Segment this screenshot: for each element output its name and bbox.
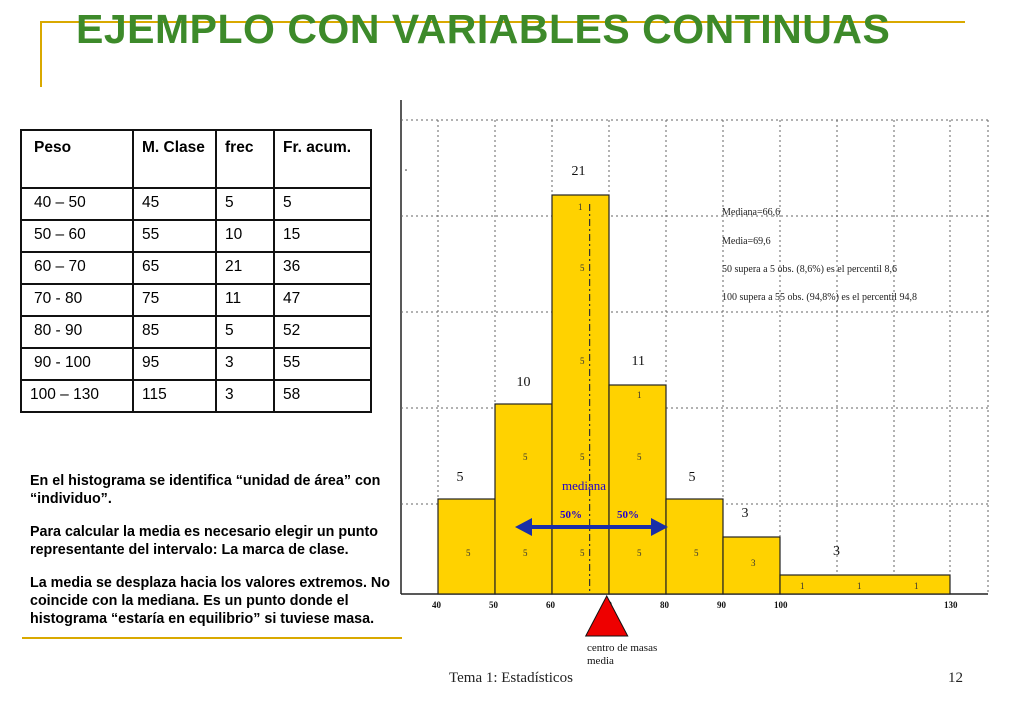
frequency-label: 10	[516, 375, 531, 390]
header-peso: Peso	[21, 130, 133, 188]
table-cell: 55	[133, 220, 216, 252]
table-cell: 45	[133, 188, 216, 220]
table-cell: 75	[133, 284, 216, 316]
unit-area-label: 1	[914, 581, 919, 591]
table-cell: 3	[216, 380, 274, 412]
frequency-label: 11	[631, 354, 645, 369]
histogram-bar	[495, 404, 552, 594]
histogram-bar	[780, 575, 950, 594]
unit-area-label: 5	[580, 452, 585, 462]
unit-area-label: 1	[578, 202, 583, 212]
table-cell: 55	[274, 348, 371, 380]
half-label-right: 50%	[617, 509, 639, 521]
header-fr-acum: Fr. acum.	[274, 130, 371, 188]
table-cell: 90 - 100	[21, 348, 133, 380]
table-cell: 115	[133, 380, 216, 412]
footer-title: Tema 1: Estadísticos	[449, 670, 573, 686]
annotation-text: 100 supera a 55 obs. (94,8%) es el percentil 94,8	[722, 292, 917, 303]
frequency-label: 21	[571, 164, 586, 179]
frequency-label: 5	[456, 470, 464, 485]
table-cell: 15	[274, 220, 371, 252]
median-label: mediana	[562, 478, 607, 493]
unit-area-label: 1	[800, 581, 805, 591]
annotation-text: 50 supera a 5 obs. (8,6%) es el percentil 8,6	[722, 264, 897, 275]
table-cell: 36	[274, 252, 371, 284]
x-tick-label: 100	[774, 600, 788, 610]
x-tick-label: 40	[432, 600, 441, 610]
table-cell: 50 – 60	[21, 220, 133, 252]
annotation-text: Media=69,6	[722, 236, 771, 247]
table-cell: 100 – 130	[21, 380, 133, 412]
frequency-label: 3	[833, 544, 840, 559]
header-frec: frec	[216, 130, 274, 188]
table-cell: 21	[216, 252, 274, 284]
table-cell: 70 - 80	[21, 284, 133, 316]
unit-area-label: 1	[637, 390, 642, 400]
table-cell: 58	[274, 380, 371, 412]
frequency-label: 3	[741, 506, 749, 521]
description-paragraph-3: La media se desplaza hacia los valores extremos. No coincide con la mediana. Es un punto donde el histograma “estaría en equilibrio” si tuviese masa.	[30, 575, 390, 627]
table-cell: 85	[133, 316, 216, 348]
unit-area-label: 5	[580, 263, 585, 273]
mean-marker-triangle	[586, 596, 628, 636]
description-paragraph-2: Para calcular la media es necesario elegir un punto representante del intervalo: La marca de clase.	[30, 524, 379, 558]
histogram-bar	[609, 385, 666, 594]
table-cell: 40 – 50	[21, 188, 133, 220]
unit-area-label: 5	[580, 548, 585, 558]
table-cell: 52	[274, 316, 371, 348]
unit-area-label: 1	[857, 581, 862, 591]
histogram-bar	[552, 195, 609, 594]
unit-area-label: 5	[466, 548, 471, 558]
x-tick-label: 60	[546, 600, 555, 610]
table-cell: 5	[274, 188, 371, 220]
mean-label-line-2: media	[587, 655, 614, 667]
x-tick-label: 130	[944, 600, 958, 610]
x-tick-label: 80	[660, 600, 669, 610]
table-cell: 60 – 70	[21, 252, 133, 284]
table-cell: 80 - 90	[21, 316, 133, 348]
table-cell: 5	[216, 316, 274, 348]
histogram-bar	[666, 499, 723, 594]
table-cell: 5	[216, 188, 274, 220]
unit-area-label: 5	[523, 548, 528, 558]
table-cell: 11	[216, 284, 274, 316]
page-title: EJEMPLO CON VARIABLES CONTINUAS	[76, 6, 891, 52]
histogram-bar	[438, 499, 495, 594]
unit-area-label: 5	[637, 548, 642, 558]
description-paragraph-1: En el histograma se identifica “unidad de área” con “individuo”.	[30, 473, 381, 507]
table-cell: 95	[133, 348, 216, 380]
unit-area-label: 5	[580, 356, 585, 366]
x-tick-label: 90	[717, 600, 726, 610]
unit-area-label: 5	[694, 548, 699, 558]
annotation-text: Mediana=66,6	[722, 207, 781, 218]
half-label-left: 50%	[560, 509, 582, 521]
table-cell: 47	[274, 284, 371, 316]
stray-dot	[405, 169, 407, 171]
x-tick-label: 50	[489, 600, 498, 610]
table-cell: 10	[216, 220, 274, 252]
header-marca-clase: M. Clase	[133, 130, 216, 188]
table-cell: 65	[133, 252, 216, 284]
mean-label-line-1: centro de masas	[587, 642, 658, 654]
frequency-label: 5	[688, 470, 696, 485]
unit-area-label: 5	[637, 452, 642, 462]
table-cell: 3	[216, 348, 274, 380]
unit-area-label: 5	[523, 452, 528, 462]
page-number: 12	[948, 670, 963, 686]
unit-area-label: 3	[751, 558, 756, 568]
